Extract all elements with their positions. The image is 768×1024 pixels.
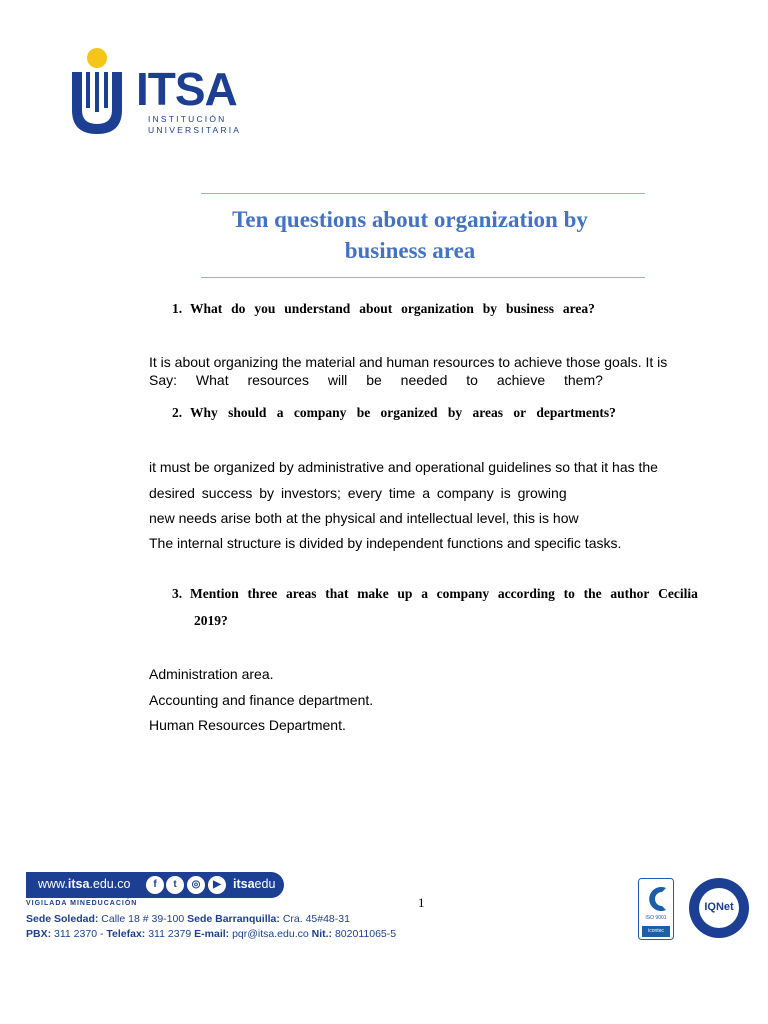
answer-3-line-3: Human Resources Department. [149,717,346,733]
nit-label: Nit.: [311,928,333,940]
twitter-icon[interactable]: t [166,876,184,894]
answer-1-line-2 [149,371,603,389]
word: them? [564,372,603,388]
iqnet-label: IQNet [704,901,734,913]
word: be [356,405,371,420]
word: about [359,301,393,316]
website-suffix: .edu.co [89,877,131,891]
word: Say: [149,372,178,388]
word: Why [190,405,218,420]
logo-subtitle-line2: UNIVERSITARIA [148,125,242,135]
answer-2-line-1: it must be organized by administrative and operational guidelines so that it has the [149,459,658,475]
word: Mention [190,586,239,601]
word: areas [472,405,503,420]
word: the [583,586,602,601]
word: to [563,586,575,601]
word: business [505,301,554,316]
word: or [513,405,527,420]
sede-barranquilla-label: Sede Barranquilla: [187,913,280,925]
title-rule-top [201,193,645,194]
word: to [466,372,478,388]
word: do [231,301,246,316]
website-prefix: www. [38,877,68,891]
word: be [366,372,382,388]
word: achieve [496,372,546,388]
pbx-label: PBX: [26,928,52,940]
sede-soledad-value: Calle 18 # 39-100 [101,913,185,925]
telefax-label: Telefax: [106,928,146,940]
title-rule-bottom [201,277,645,278]
title-line-2: business area [344,238,476,263]
word: organized [380,405,438,420]
answer-2-line-4: The internal structure is divided by independent functions and specific tasks. [149,535,622,551]
word: organization [401,301,474,316]
email-value[interactable]: pqr@itsa.edu.co [232,928,309,940]
word: make [357,586,389,601]
question-1-number: 1. [172,301,183,316]
page-number: 1 [418,895,425,910]
word: up [397,586,413,601]
question-3-text [190,586,698,602]
icontec-certification-badge [638,878,674,940]
question-1-text [190,301,595,317]
word: departments? [536,405,616,420]
question-2-number: 2. [172,405,183,420]
word: you [254,301,276,316]
word: company [293,405,347,420]
word: by [482,301,498,316]
word: a [421,586,428,601]
document-title [180,204,640,266]
email-label: E-mail: [194,928,230,940]
title-line-1: Ten questions about organization by [232,207,588,232]
word: needed [400,372,448,388]
footer-contact-line: PBX: 311 2370 - Telefax: 311 2379 E-mail: pqr@itsa.edu.co Nit.: 802011065-5 [26,928,397,940]
social-handle-rest: edu [254,877,276,891]
word: areas [285,586,317,601]
answer-3-line-1: Administration area. [149,666,274,682]
telefax-value: 311 2379 [148,928,192,940]
word: company [436,586,490,601]
word: will [327,372,348,388]
word: What [195,372,229,388]
word: according [497,586,555,601]
vigilada-label: VIGILADA MINEDUCACIÓN [26,900,138,907]
footer-website-link[interactable] [38,877,130,891]
footer-address-line [26,913,350,925]
website-bold: itsa [67,877,90,891]
word: by [447,405,463,420]
answer-2-line-2: desired success by investors; every time a company is growing [149,485,567,501]
word: Cecilia [658,586,698,601]
social-handle[interactable] [233,877,275,891]
word: a [276,405,284,420]
word: What [190,301,223,316]
iso-label: ISO 9001 [645,915,667,921]
answer-2-line-3: new needs arise both at the physical and intellectual level, this is how [149,510,579,526]
question-2-text [190,405,616,421]
word: understand [284,301,351,316]
question-3-number: 3. [172,586,183,601]
answer-3-line-2: Accounting and finance department. [149,692,374,708]
logo-wordmark: ITSA [136,63,237,115]
answer-1-line-1: It is about organizing the material and human resources to achieve those goals. It is [149,354,668,370]
question-3-continuation: 2019? [194,613,228,628]
word: that [325,586,349,601]
word: three [247,586,278,601]
youtube-icon[interactable]: ▶ [208,876,226,894]
facebook-icon[interactable]: f [146,876,164,894]
logo-subtitle-line1: INSTITUCIÓN [148,114,227,124]
sede-soledad-label: Sede Soledad: [26,913,99,925]
sede-barranquilla-value: Cra. 45#48-31 [282,913,350,925]
iqnet-certification-badge [688,877,750,939]
pbx-value: 311 2370 [54,928,98,940]
word: resources [247,372,309,388]
word: author [610,586,650,601]
word: should [228,405,267,420]
word: area? [562,301,595,316]
instagram-icon[interactable]: ◎ [187,876,205,894]
social-handle-bold: itsa [233,877,255,891]
nit-value: 802011065-5 [334,928,397,940]
icontec-label: icontec [648,928,664,934]
